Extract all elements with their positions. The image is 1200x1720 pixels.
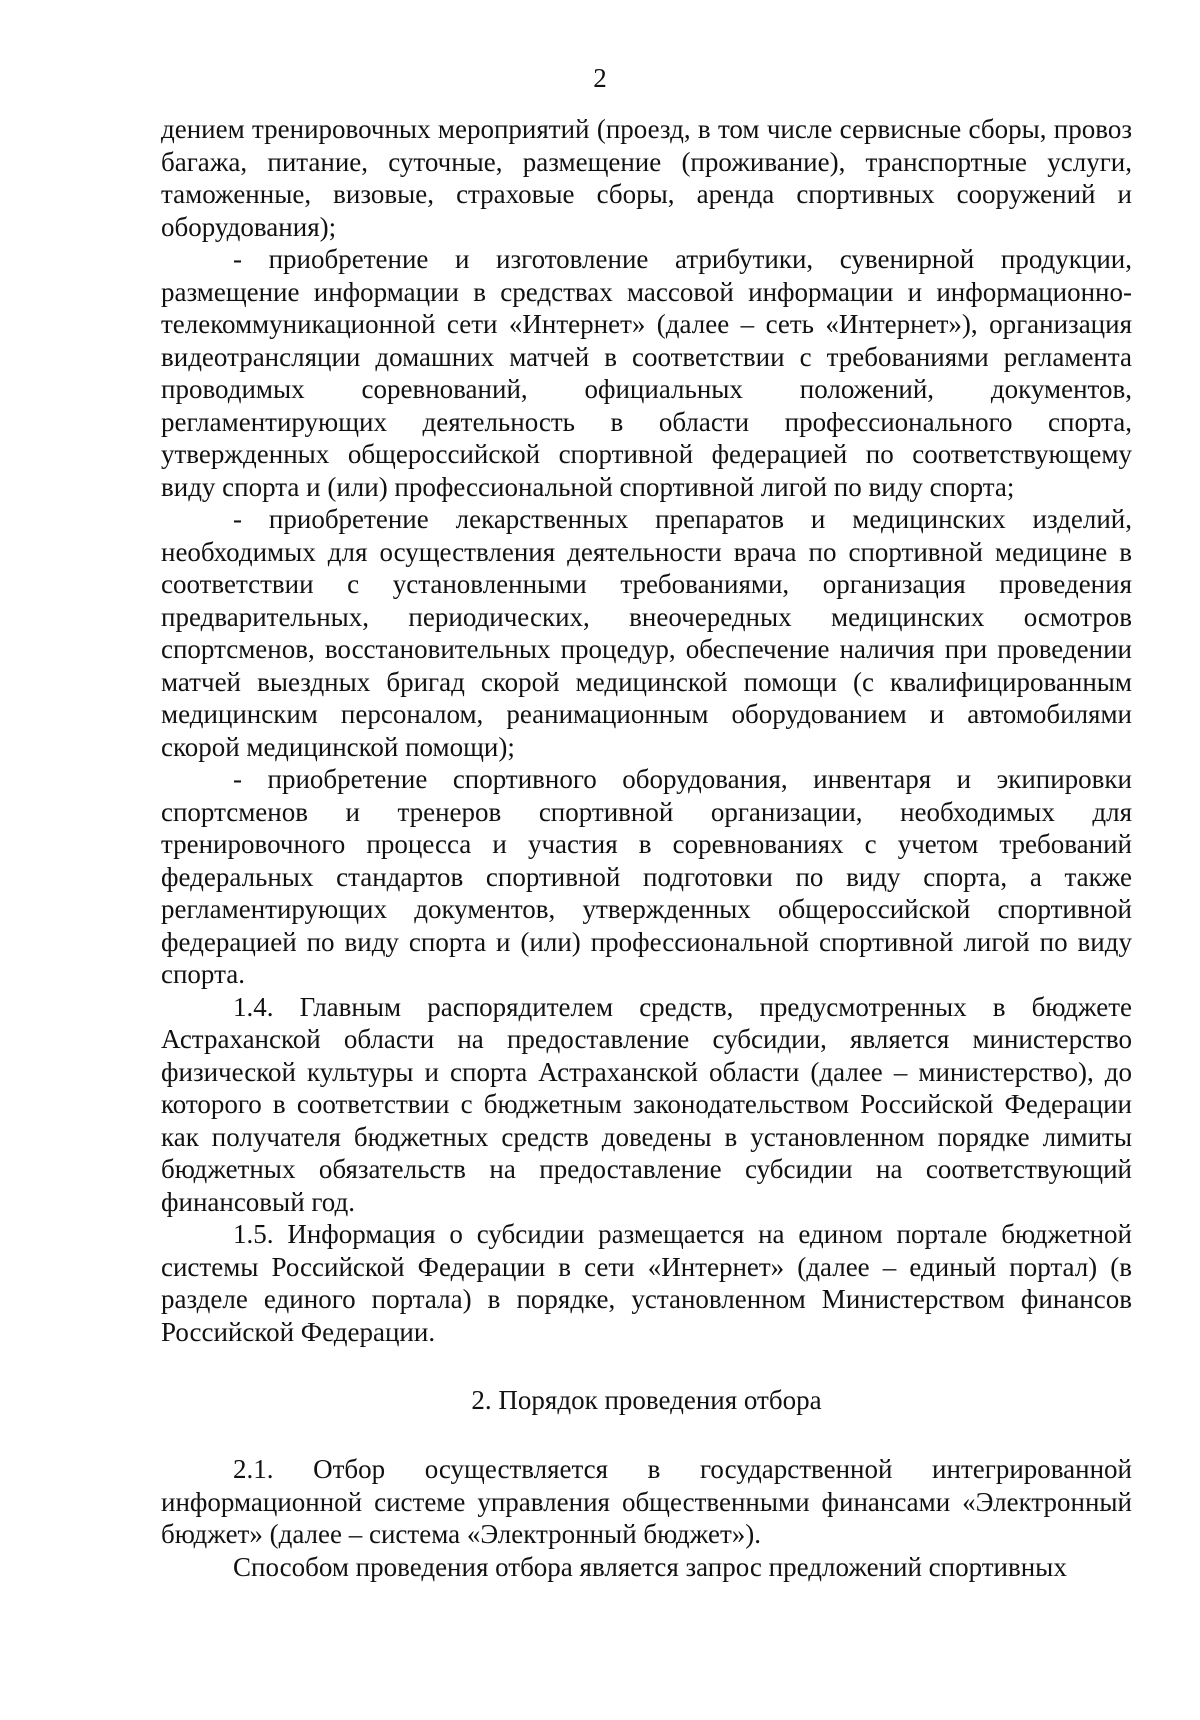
page-number: 2 [593, 63, 607, 93]
paragraph-continuation: дением тренировочных мероприятий (проезд, в том числе сервисные сборы, провоз багажа, питание, суточные, размещение (проживание), транспортные услуги, таможенные, визовые, страховые сборы, аренда спортивных сооружений и оборудования); [161, 114, 1132, 242]
paragraph-selection-method: Способом проведения отбора является запрос предложений спортивных [233, 1551, 1067, 1582]
paragraph-2-1: 2.1. Отбор осуществляется в государственной интегрированной информационной системе управления общественными финансами «Электронный бюджет» (далее – система «Электронный бюджет»). [161, 1454, 1132, 1549]
section-heading: 2. Порядок проведения отбора [471, 1385, 822, 1415]
document-body [161, 113, 1132, 1583]
paragraph-list-item-attributes: - приобретение и изготовление атрибутики, сувенирной продукции, размещение информации в средствах массовой информации и информационно-телекоммуникационной сети «Интернет» (далее – сеть «Интернет»), организация видеотрансляции домашних матчей в соответствии с требованиями регламента проводимых соревнований, официальных положений, документов, регламентирующих деятельность в области профессионального спорта, утвержденных общероссийской спортивной федерацией по соответствующему виду спорта и (или) профессиональной спортивной лигой по виду спорта; [161, 244, 1132, 502]
paragraph-list-item-equipment: - приобретение спортивного оборудования, инвентаря и экипировки спортсменов и тренеров спортивной организации, необходимых для тренировочного процесса и участия в соревнованиях с учетом требований федеральных стандартов спортивной подготовки по виду спорта, а также регламентирующих документов, утвержденных общероссийской спортивной федерацией по виду спорта и (или) профессиональной спортивной лигой по виду спорта. [161, 764, 1132, 989]
paragraph-list-item-medicine: - приобретение лекарственных препаратов и медицинских изделий, необходимых для осуществления деятельности врача по спортивной медицине в соответствии с установленными требованиями, организация проведения предварительных, периодических, внеочередных медицинских осмотров спортсменов, восстановительных процедур, обеспечение наличия при проведении матчей выездных бригад скорой медицинской помощи (с квалифицированным медицинским персоналом, реанимационным оборудованием и автомобилями скорой медицинской помощи); [161, 504, 1132, 762]
paragraph-1-4: 1.4. Главным распорядителем средств, предусмотренных в бюджете Астраханской области на предоставление субсидии, является министерство физической культуры и спорта Астраханской области (далее – министерство), до которого в соответствии с бюджетным законодательством Российской Федерации как получателя бюджетных средств доведены в установленном порядке лимиты бюджетных обязательств на предоставление субсидии на соответствующий финансовый год. [161, 991, 1132, 1217]
paragraph-1-5: 1.5. Информация о субсидии размещается на едином портале бюджетной системы Российской Федерации в сети «Интернет» (далее – единый портал) (в разделе единого портала) в порядке, установленном Министерством финансов Российской Федерации. [161, 1219, 1132, 1347]
